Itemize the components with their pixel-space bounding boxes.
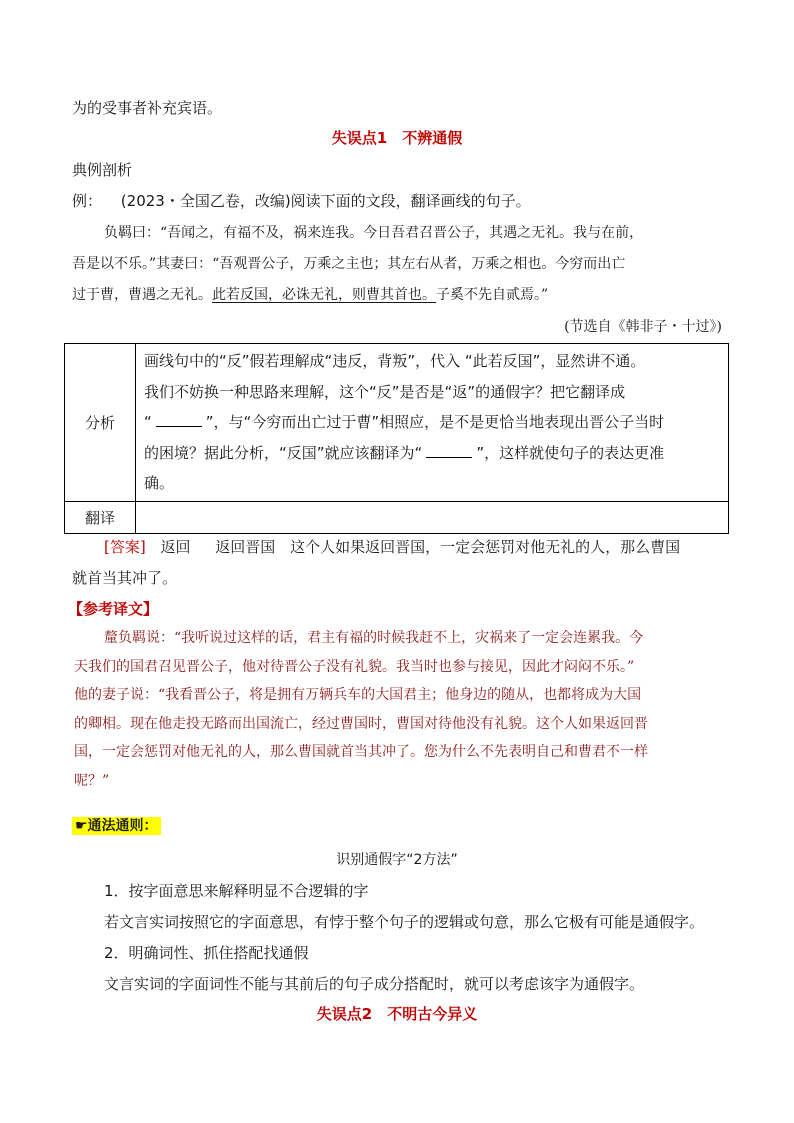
- rule-2-text: 文言实词的字面词性不能与其前后的句子成分搭配时，就可以考虑该字为通假字。: [104, 975, 645, 993]
- analysis-line-3: [144, 407, 720, 438]
- reference-line: 他的妻子说：“我看晋公子，将是拥有万辆兵车的大国君主；他身边的随从，也都将成为大国: [74, 687, 642, 704]
- reference-line: 国，一定会惩罚对他无礼的人，那么曹国就首当其冲了。您为什么不先表明自己和曹君不一样: [74, 744, 648, 761]
- analysis-content: [136, 344, 729, 502]
- reference-line: 天我们的国君召见晋公子，他对待晋公子没有礼貌。我当时也参与接见，因此才闷闷不乐。”: [74, 658, 635, 675]
- example-label: 例：: [72, 192, 103, 210]
- passage-source: (节选自《韩非子・十过》): [564, 319, 722, 335]
- translation-row: [65, 501, 729, 533]
- rule-1-text: 若文言实词按照它的字面意思，有悖于整个句子的逻辑或句意，那么它极有可能是通假字。: [104, 913, 705, 931]
- answer-part-1: 返回: [160, 538, 191, 556]
- analysis-line-4-text: 的困境？据此分析，“反国”就应该翻译为“: [144, 443, 423, 462]
- section2-title: 失误点2 不明古今异义: [316, 1005, 478, 1023]
- reference-title: 【参考译文】: [68, 600, 159, 618]
- analysis-line-2: 我们不妨换一种思路来理解，这个“反”是否是“返”的通假字？把它翻译成: [144, 382, 626, 401]
- analysis-label: 分析: [65, 344, 136, 502]
- reference-line: 呢？”: [74, 772, 110, 789]
- analysis-table: [64, 343, 729, 534]
- example-prompt-line: [72, 190, 531, 211]
- answer-part-3: 这个人如果返回晋国，一定会惩罚对他无礼的人，那么曹国: [290, 538, 681, 556]
- answer-label: [答案]: [104, 538, 146, 556]
- passage-line-2: 吾是以不乐。”其妻曰：“吾观晋公子，万乘之主也；其左右从者，万乘之相也。今穷而出亡: [72, 256, 626, 272]
- passage-line-1: 负羁曰：“吾闻之，有福不及，祸来连我。今日吾君召晋公子，其遇之无礼。我与在前，: [104, 225, 644, 241]
- analysis-row: [65, 344, 729, 502]
- section1-title: 失误点1 不辨通假: [331, 129, 463, 147]
- analysis-line-3-text: ”，与“今穷而出亡过于曹”相照应，是不是更恰当地表现出晋公子当时: [205, 413, 665, 431]
- reference-line: 的卿相。现在他走投无路而出国流亡，经过曹国时，曹国对待他没有礼貌。这个人如果返回晋: [74, 715, 648, 732]
- rule-badge-text: ☛通法通则：: [72, 817, 161, 835]
- rule-badge: [72, 815, 161, 835]
- example-heading: 典例剖析: [72, 161, 133, 179]
- fill-blank-2[interactable]: [426, 443, 472, 458]
- translation-label: 翻译: [65, 501, 136, 533]
- analysis-line-5: 确。: [144, 474, 175, 492]
- answer-part-2: 返回晋国: [215, 538, 276, 556]
- rule-1-heading: 1．按字面意思来解释明显不合逻辑的字: [104, 882, 369, 900]
- analysis-line-4: [144, 438, 720, 469]
- rule-2-heading: 2．明确词性、抓住搭配找通假: [104, 944, 309, 962]
- quote-open: “: [144, 413, 152, 431]
- fill-blank-1[interactable]: [156, 412, 202, 427]
- passage-line-3: [72, 284, 548, 304]
- passage-line-3-end: 子奚不先自贰焉。”: [436, 287, 549, 303]
- passage-line-3-start: 过于曹，曹遇之无礼。: [72, 287, 212, 303]
- analysis-line-1: 画线句中的“反”假若理解成“违反，背叛”，代入 “此若反国”，显然讲不通。: [144, 352, 646, 370]
- rule-title: 识别通假字“2方法”: [336, 852, 458, 868]
- reference-translation: [74, 624, 729, 796]
- example-prompt: (2023・全国乙卷，改编)阅读下面的文段，翻译画线的句子。: [120, 192, 531, 210]
- answer-line-2: 就首当其冲了。: [72, 569, 178, 587]
- underlined-sentence: 此若反国，必诛无礼，则曹其首也。: [212, 287, 436, 303]
- reference-line: 釐负羁说：“我听说过这样的话，君主有福的时候我赶不上，灾祸来了一定会连累我。今: [104, 630, 644, 646]
- top-line: 为的受事者补充宾语。: [72, 99, 223, 117]
- answer-line-1: [104, 536, 680, 557]
- analysis-line-4-end: ”，这样就使句子的表达更准: [476, 443, 665, 462]
- translation-cell[interactable]: [136, 501, 729, 533]
